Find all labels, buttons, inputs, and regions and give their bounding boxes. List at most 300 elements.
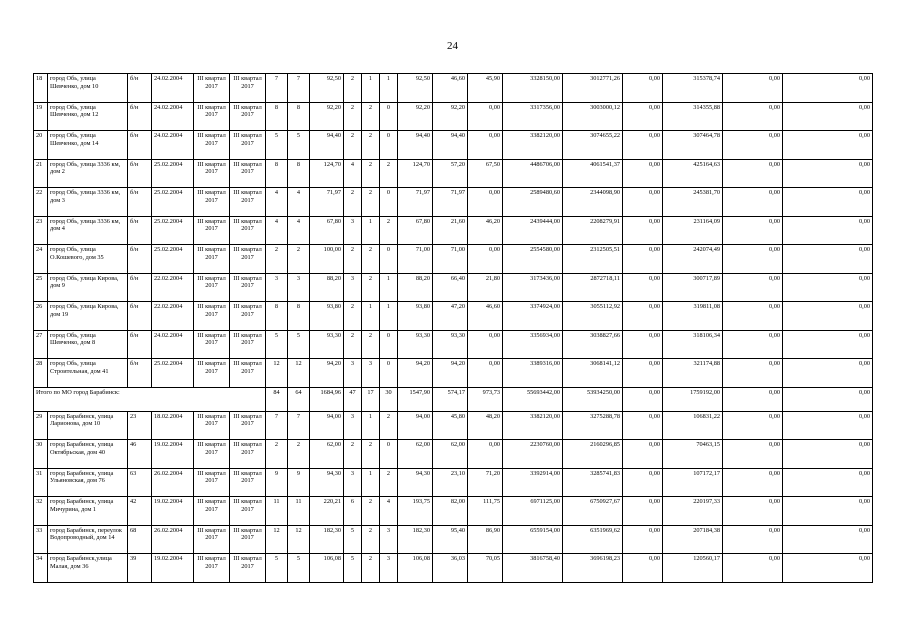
area-resettled-cell: 88,20 [398, 273, 433, 302]
cost-total-cell: 3356934,00 [503, 330, 563, 359]
residents-count-cell: 84 [266, 387, 288, 411]
cost-extra-cell: 0,00 [723, 497, 783, 526]
cost-other-cell: 0,00 [783, 411, 873, 440]
planned-end-quarter-cell: III квартал 2017 [230, 102, 266, 131]
residents-count-cell: 8 [266, 159, 288, 188]
residents-count-cell: 12 [266, 359, 288, 388]
area-total-cell: 100,00 [310, 245, 344, 274]
cost-regional-cell: 0,00 [623, 102, 663, 131]
planned-end-quarter-cell: III квартал 2017 [230, 554, 266, 583]
document-number-cell: 42 [128, 497, 152, 526]
planned-end-quarter-cell: III квартал 2017 [230, 188, 266, 217]
residents-resettled-cell: 9 [288, 468, 310, 497]
area-resettled-cell: 62,00 [398, 440, 433, 469]
residents-resettled-cell: 64 [288, 387, 310, 411]
cost-extra-cell: 0,00 [723, 330, 783, 359]
rooms-municipal-cell: 2 [362, 525, 380, 554]
area-private-cell: 21,80 [468, 273, 503, 302]
rooms-private-cell: 2 [380, 159, 398, 188]
cost-regional-cell: 0,00 [623, 131, 663, 160]
row-number-cell: 23 [34, 216, 48, 245]
row-number-cell: 25 [34, 273, 48, 302]
document-number-cell: б/н [128, 74, 152, 103]
table-row [34, 330, 873, 359]
area-municipal-cell: 36,03 [433, 554, 468, 583]
cost-total-cell: 6971125,00 [503, 497, 563, 526]
cost-extra-cell: 0,00 [723, 554, 783, 583]
cost-fund-cell: 3012771,26 [563, 74, 623, 103]
planned-end-quarter-cell: III квартал 2017 [230, 273, 266, 302]
cost-local-cell: 207184,38 [663, 525, 723, 554]
cost-total-cell: 55693442,00 [503, 387, 563, 411]
document-number-cell: 68 [128, 525, 152, 554]
area-municipal-cell: 71,97 [433, 188, 468, 217]
planned-start-quarter-cell: III квартал 2017 [194, 216, 230, 245]
cost-total-cell: 2554580,00 [503, 245, 563, 274]
area-private-cell: 70,05 [468, 554, 503, 583]
rooms-municipal-cell: 3 [362, 359, 380, 388]
cost-fund-cell: 2312505,51 [563, 245, 623, 274]
row-number-cell: 34 [34, 554, 48, 583]
cost-extra-cell: 0,00 [723, 440, 783, 469]
cost-local-cell: 242074,49 [663, 245, 723, 274]
rooms-private-cell: 1 [380, 74, 398, 103]
document-date-cell: 25.02.2004 [152, 188, 194, 217]
area-municipal-cell: 23,10 [433, 468, 468, 497]
cost-total-cell: 4486706,00 [503, 159, 563, 188]
rooms-total-cell: 2 [344, 245, 362, 274]
planned-end-quarter-cell: III квартал 2017 [230, 74, 266, 103]
rooms-total-cell: 6 [344, 497, 362, 526]
rooms-total-cell: 3 [344, 359, 362, 388]
rooms-municipal-cell: 2 [362, 273, 380, 302]
document-date-cell: 25.02.2004 [152, 245, 194, 274]
cost-fund-cell: 2208279,91 [563, 216, 623, 245]
cost-local-cell: 220197,33 [663, 497, 723, 526]
rooms-municipal-cell: 1 [362, 216, 380, 245]
residents-count-cell: 7 [266, 411, 288, 440]
rooms-total-cell: 3 [344, 216, 362, 245]
residents-resettled-cell: 7 [288, 411, 310, 440]
cost-other-cell: 0,00 [783, 525, 873, 554]
planned-end-quarter-cell: III квартал 2017 [230, 497, 266, 526]
document-number-cell: б/н [128, 359, 152, 388]
cost-regional-cell: 0,00 [623, 74, 663, 103]
residents-resettled-cell: 5 [288, 131, 310, 160]
planned-start-quarter-cell: III квартал 2017 [194, 74, 230, 103]
residents-count-cell: 8 [266, 102, 288, 131]
area-private-cell: 86,90 [468, 525, 503, 554]
planned-start-quarter-cell: III квартал 2017 [194, 554, 230, 583]
address-cell: город Обь, улица Шевченко, дом 10 [48, 74, 128, 103]
planned-start-quarter-cell: III квартал 2017 [194, 302, 230, 331]
rooms-total-cell: 3 [344, 273, 362, 302]
document-date-cell: 24.02.2004 [152, 330, 194, 359]
planned-start-quarter-cell: III квартал 2017 [194, 497, 230, 526]
area-resettled-cell: 94,20 [398, 359, 433, 388]
planned-end-quarter-cell: III квартал 2017 [230, 440, 266, 469]
area-total-cell: 94,00 [310, 411, 344, 440]
cost-other-cell: 0,00 [783, 302, 873, 331]
area-resettled-cell: 94,00 [398, 411, 433, 440]
rooms-municipal-cell: 2 [362, 245, 380, 274]
document-date-cell: 18.02.2004 [152, 411, 194, 440]
area-resettled-cell: 193,75 [398, 497, 433, 526]
cost-extra-cell: 0,00 [723, 159, 783, 188]
row-number-cell: 28 [34, 359, 48, 388]
rooms-municipal-cell: 2 [362, 131, 380, 160]
residents-resettled-cell: 2 [288, 245, 310, 274]
area-resettled-cell: 71,00 [398, 245, 433, 274]
planned-end-quarter-cell: III квартал 2017 [230, 468, 266, 497]
area-total-cell: 92,20 [310, 102, 344, 131]
cost-extra-cell: 0,00 [723, 411, 783, 440]
document-date-cell: 25.02.2004 [152, 159, 194, 188]
rooms-total-cell: 2 [344, 302, 362, 331]
address-cell: город Барабинск, улица Ульяновская, дом 76 [48, 468, 128, 497]
rooms-municipal-cell: 1 [362, 411, 380, 440]
cost-local-cell: 425164,63 [663, 159, 723, 188]
housing-resettlement-table [33, 73, 873, 583]
table-row [34, 245, 873, 274]
residents-count-cell: 7 [266, 74, 288, 103]
address-cell: город Барабинск, улица Октябрьская, дом 40 [48, 440, 128, 469]
planned-start-quarter-cell: III квартал 2017 [194, 131, 230, 160]
planned-start-quarter-cell: III квартал 2017 [194, 102, 230, 131]
cost-extra-cell: 0,00 [723, 387, 783, 411]
cost-other-cell: 0,00 [783, 216, 873, 245]
row-number-cell: 19 [34, 102, 48, 131]
address-cell: город Барабинск, переулок Водопроводный, дом 14 [48, 525, 128, 554]
table-row [34, 159, 873, 188]
cost-extra-cell: 0,00 [723, 359, 783, 388]
cost-local-cell: 245381,70 [663, 188, 723, 217]
cost-extra-cell: 0,00 [723, 131, 783, 160]
area-municipal-cell: 21,60 [433, 216, 468, 245]
address-cell: город Барабинск, улица Мичурина, дом 1 [48, 497, 128, 526]
cost-total-cell: 3317356,00 [503, 102, 563, 131]
rooms-private-cell: 2 [380, 468, 398, 497]
rooms-private-cell: 1 [380, 302, 398, 331]
cost-extra-cell: 0,00 [723, 102, 783, 131]
area-private-cell: 0,00 [468, 188, 503, 217]
cost-regional-cell: 0,00 [623, 525, 663, 554]
planned-end-quarter-cell: III квартал 2017 [230, 131, 266, 160]
cost-other-cell: 0,00 [783, 74, 873, 103]
residents-resettled-cell: 8 [288, 159, 310, 188]
rooms-private-cell: 0 [380, 102, 398, 131]
cost-local-cell: 315378,74 [663, 74, 723, 103]
document-date-cell: 26.02.2004 [152, 525, 194, 554]
cost-other-cell: 0,00 [783, 273, 873, 302]
rooms-private-cell: 0 [380, 131, 398, 160]
cost-regional-cell: 0,00 [623, 359, 663, 388]
rooms-private-cell: 30 [380, 387, 398, 411]
address-cell: город Барабинск,улица Малая, дом 36 [48, 554, 128, 583]
cost-other-cell: 0,00 [783, 245, 873, 274]
address-cell: город Обь, улица О.Кошевого, дом 35 [48, 245, 128, 274]
address-cell: город Обь, улица 3336 км, дом 4 [48, 216, 128, 245]
row-number-cell: 33 [34, 525, 48, 554]
residents-count-cell: 11 [266, 497, 288, 526]
rooms-municipal-cell: 1 [362, 468, 380, 497]
rooms-total-cell: 5 [344, 554, 362, 583]
cost-local-cell: 300717,89 [663, 273, 723, 302]
cost-regional-cell: 0,00 [623, 468, 663, 497]
table-row [34, 359, 873, 388]
area-private-cell: 0,00 [468, 102, 503, 131]
residents-count-cell: 5 [266, 554, 288, 583]
planned-end-quarter-cell: III квартал 2017 [230, 330, 266, 359]
residents-count-cell: 4 [266, 188, 288, 217]
cost-other-cell: 0,00 [783, 131, 873, 160]
document-date-cell: 25.02.2004 [152, 359, 194, 388]
cost-total-cell: 3816758,40 [503, 554, 563, 583]
table-row [34, 131, 873, 160]
area-private-cell: 0,00 [468, 359, 503, 388]
cost-regional-cell: 0,00 [623, 330, 663, 359]
address-cell: город Обь, улица 3336 км, дом 2 [48, 159, 128, 188]
document-date-cell: 24.02.2004 [152, 131, 194, 160]
table-row [34, 440, 873, 469]
area-private-cell: 45,90 [468, 74, 503, 103]
residents-resettled-cell: 11 [288, 497, 310, 526]
document-number-cell: 39 [128, 554, 152, 583]
area-resettled-cell: 182,30 [398, 525, 433, 554]
row-number-cell: 20 [34, 131, 48, 160]
rooms-municipal-cell: 2 [362, 440, 380, 469]
document-number-cell: 63 [128, 468, 152, 497]
planned-start-quarter-cell: III квартал 2017 [194, 468, 230, 497]
address-cell: город Обь, улица Кирова, дом 19 [48, 302, 128, 331]
planned-start-quarter-cell: III квартал 2017 [194, 188, 230, 217]
area-private-cell: 0,00 [468, 330, 503, 359]
document-number-cell: б/н [128, 159, 152, 188]
area-resettled-cell: 1547,90 [398, 387, 433, 411]
document-number-cell: б/н [128, 245, 152, 274]
residents-resettled-cell: 8 [288, 102, 310, 131]
planned-end-quarter-cell: III квартал 2017 [230, 216, 266, 245]
residents-resettled-cell: 8 [288, 302, 310, 331]
cost-local-cell: 319811,08 [663, 302, 723, 331]
rooms-private-cell: 3 [380, 554, 398, 583]
row-number-cell: 24 [34, 245, 48, 274]
area-private-cell: 0,00 [468, 440, 503, 469]
planned-start-quarter-cell: III квартал 2017 [194, 330, 230, 359]
residents-count-cell: 2 [266, 440, 288, 469]
cost-other-cell: 0,00 [783, 497, 873, 526]
cost-other-cell: 0,00 [783, 359, 873, 388]
cost-total-cell: 2230760,00 [503, 440, 563, 469]
cost-regional-cell: 0,00 [623, 245, 663, 274]
residents-resettled-cell: 4 [288, 188, 310, 217]
row-number-cell: 18 [34, 74, 48, 103]
area-resettled-cell: 93,80 [398, 302, 433, 331]
area-total-cell: 93,80 [310, 302, 344, 331]
area-total-cell: 106,08 [310, 554, 344, 583]
area-resettled-cell: 93,30 [398, 330, 433, 359]
area-municipal-cell: 574,17 [433, 387, 468, 411]
cost-local-cell: 106831,22 [663, 411, 723, 440]
area-municipal-cell: 94,20 [433, 359, 468, 388]
area-total-cell: 182,30 [310, 525, 344, 554]
cost-fund-cell: 3285741,83 [563, 468, 623, 497]
document-date-cell: 25.02.2004 [152, 216, 194, 245]
area-private-cell: 0,00 [468, 245, 503, 274]
address-cell: город Обь, улица Шевченко, дом 8 [48, 330, 128, 359]
planned-end-quarter-cell: III квартал 2017 [230, 159, 266, 188]
rooms-municipal-cell: 1 [362, 74, 380, 103]
area-total-cell: 124,70 [310, 159, 344, 188]
area-total-cell: 92,50 [310, 74, 344, 103]
residents-resettled-cell: 4 [288, 216, 310, 245]
area-resettled-cell: 124,70 [398, 159, 433, 188]
rooms-total-cell: 2 [344, 74, 362, 103]
row-number-cell: 27 [34, 330, 48, 359]
rooms-total-cell: 2 [344, 188, 362, 217]
cost-other-cell: 0,00 [783, 554, 873, 583]
cost-total-cell: 3389316,00 [503, 359, 563, 388]
cost-local-cell: 321174,88 [663, 359, 723, 388]
cost-regional-cell: 0,00 [623, 302, 663, 331]
cost-extra-cell: 0,00 [723, 302, 783, 331]
rooms-private-cell: 2 [380, 216, 398, 245]
cost-extra-cell: 0,00 [723, 245, 783, 274]
area-municipal-cell: 94,40 [433, 131, 468, 160]
document-date-cell: 24.02.2004 [152, 74, 194, 103]
table-row [34, 273, 873, 302]
area-resettled-cell: 94,30 [398, 468, 433, 497]
cost-other-cell: 0,00 [783, 387, 873, 411]
cost-fund-cell: 3003000,12 [563, 102, 623, 131]
document-date-cell: 22.02.2004 [152, 302, 194, 331]
rooms-private-cell: 0 [380, 330, 398, 359]
cost-total-cell: 3328150,00 [503, 74, 563, 103]
rooms-total-cell: 4 [344, 159, 362, 188]
cost-total-cell: 3374924,00 [503, 302, 563, 331]
area-municipal-cell: 46,60 [433, 74, 468, 103]
area-municipal-cell: 47,20 [433, 302, 468, 331]
cost-fund-cell: 6351969,62 [563, 525, 623, 554]
document-number-cell: б/н [128, 273, 152, 302]
cost-regional-cell: 0,00 [623, 497, 663, 526]
address-cell: город Обь, улица Шевченко, дом 12 [48, 102, 128, 131]
cost-other-cell: 0,00 [783, 188, 873, 217]
table-row [34, 525, 873, 554]
cost-total-cell: 2439444,00 [503, 216, 563, 245]
total-label: Итого по МО город Барабинск: [34, 387, 266, 411]
area-total-cell: 71,97 [310, 188, 344, 217]
cost-other-cell: 0,00 [783, 102, 873, 131]
area-municipal-cell: 82,00 [433, 497, 468, 526]
rooms-municipal-cell: 2 [362, 330, 380, 359]
residents-resettled-cell: 12 [288, 359, 310, 388]
area-total-cell: 94,30 [310, 468, 344, 497]
table-row [34, 411, 873, 440]
rooms-total-cell: 2 [344, 131, 362, 160]
address-cell: город Обь, улица 3336 км, дом 3 [48, 188, 128, 217]
area-total-cell: 94,20 [310, 359, 344, 388]
area-private-cell: 67,50 [468, 159, 503, 188]
cost-other-cell: 0,00 [783, 330, 873, 359]
document-number-cell: б/н [128, 330, 152, 359]
rooms-private-cell: 2 [380, 411, 398, 440]
rooms-municipal-cell: 17 [362, 387, 380, 411]
cost-total-cell: 3392914,00 [503, 468, 563, 497]
cost-fund-cell: 6750927,67 [563, 497, 623, 526]
table-row [34, 216, 873, 245]
residents-count-cell: 3 [266, 273, 288, 302]
planned-start-quarter-cell: III квартал 2017 [194, 359, 230, 388]
rooms-private-cell: 0 [380, 245, 398, 274]
total-row [34, 387, 873, 411]
document-number-cell: б/н [128, 302, 152, 331]
area-resettled-cell: 71,97 [398, 188, 433, 217]
cost-fund-cell: 3275288,78 [563, 411, 623, 440]
residents-count-cell: 5 [266, 330, 288, 359]
planned-start-quarter-cell: III квартал 2017 [194, 245, 230, 274]
residents-resettled-cell: 3 [288, 273, 310, 302]
cost-other-cell: 0,00 [783, 440, 873, 469]
area-private-cell: 71,20 [468, 468, 503, 497]
table-row [34, 188, 873, 217]
table-row [34, 74, 873, 103]
document-number-cell: б/н [128, 102, 152, 131]
cost-local-cell: 314355,88 [663, 102, 723, 131]
planned-end-quarter-cell: III квартал 2017 [230, 302, 266, 331]
page-number: 24 [447, 40, 458, 52]
cost-fund-cell: 2344098,90 [563, 188, 623, 217]
cost-regional-cell: 0,00 [623, 440, 663, 469]
cost-extra-cell: 0,00 [723, 188, 783, 217]
area-total-cell: 88,20 [310, 273, 344, 302]
cost-fund-cell: 2160296,85 [563, 440, 623, 469]
cost-extra-cell: 0,00 [723, 216, 783, 245]
rooms-private-cell: 3 [380, 525, 398, 554]
row-number-cell: 29 [34, 411, 48, 440]
cost-regional-cell: 0,00 [623, 411, 663, 440]
address-cell: город Барабинск, улица Ларионова, дом 10 [48, 411, 128, 440]
planned-start-quarter-cell: III квартал 2017 [194, 525, 230, 554]
document-number-cell: б/н [128, 216, 152, 245]
document-date-cell: 26.02.2004 [152, 468, 194, 497]
residents-resettled-cell: 7 [288, 74, 310, 103]
row-number-cell: 21 [34, 159, 48, 188]
area-municipal-cell: 45,80 [433, 411, 468, 440]
area-total-cell: 1684,96 [310, 387, 344, 411]
cost-local-cell: 107172,17 [663, 468, 723, 497]
area-resettled-cell: 92,50 [398, 74, 433, 103]
area-total-cell: 93,30 [310, 330, 344, 359]
cost-local-cell: 1759192,00 [663, 387, 723, 411]
area-private-cell: 48,20 [468, 411, 503, 440]
row-number-cell: 22 [34, 188, 48, 217]
area-total-cell: 220,21 [310, 497, 344, 526]
residents-count-cell: 5 [266, 131, 288, 160]
area-private-cell: 973,73 [468, 387, 503, 411]
document-date-cell: 22.02.2004 [152, 273, 194, 302]
rooms-private-cell: 0 [380, 188, 398, 217]
cost-fund-cell: 3038827,66 [563, 330, 623, 359]
document-date-cell: 19.02.2004 [152, 440, 194, 469]
residents-count-cell: 4 [266, 216, 288, 245]
rooms-municipal-cell: 2 [362, 554, 380, 583]
cost-total-cell: 3382120,00 [503, 411, 563, 440]
planned-end-quarter-cell: III квартал 2017 [230, 245, 266, 274]
area-resettled-cell: 67,80 [398, 216, 433, 245]
area-private-cell: 111,75 [468, 497, 503, 526]
planned-end-quarter-cell: III квартал 2017 [230, 525, 266, 554]
